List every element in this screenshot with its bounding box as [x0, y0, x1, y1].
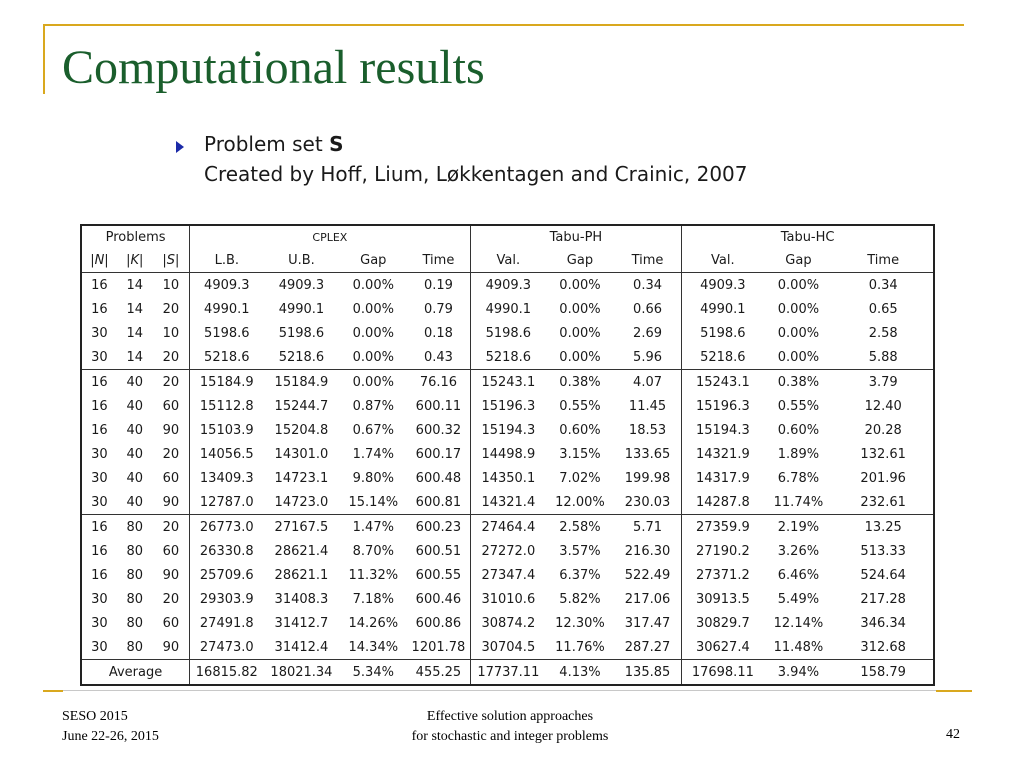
table-cell: 15243.1: [470, 370, 546, 395]
table-cell: 201.96: [860, 470, 906, 486]
table-cell: 12.40: [864, 398, 902, 414]
table-row: [81, 490, 934, 515]
table-cell: 15112.8: [190, 394, 264, 418]
table-cell: 232.61: [860, 494, 906, 510]
table-cell: 600.55: [415, 567, 462, 583]
table-cell: 7.18%: [352, 591, 394, 607]
table-cell: 16: [91, 543, 108, 559]
table-cell: 5.96: [633, 349, 662, 365]
table-cell: 90: [162, 422, 180, 438]
frame-left-line: [43, 24, 45, 94]
table-cell: 27464.4: [470, 515, 546, 540]
table-cell: 0.79: [423, 301, 453, 317]
table-cell: 20: [162, 591, 180, 607]
table-cell: 27347.4: [470, 563, 546, 587]
table-cell: 12.30%: [555, 615, 605, 631]
table-cell: 0.60%: [559, 422, 601, 438]
footer-center: [380, 707, 640, 747]
table-cell: 11.45: [628, 398, 667, 414]
column-header-10: Val.: [682, 249, 764, 273]
table-cell: 600.32: [415, 422, 462, 438]
table-cell: 0.65: [868, 301, 898, 317]
table-cell: 15184.9: [264, 370, 340, 395]
frame-bottom-left-accent: [43, 690, 63, 692]
frame-bottom-right-accent: [936, 690, 972, 692]
table-cell: 27190.2: [682, 539, 764, 563]
table-cell: 30: [91, 325, 108, 341]
table-cell: 27371.2: [682, 563, 764, 587]
table-cell: 30: [91, 591, 108, 607]
table-cell: 30627.4: [682, 635, 764, 660]
table-cell: 30704.5: [470, 635, 546, 660]
table-cell: 0.00%: [777, 349, 820, 365]
table-cell: 40: [126, 470, 144, 486]
table-cell: 80: [117, 515, 153, 540]
table-cell: 600.81: [415, 494, 462, 510]
table-cell: 0.00%: [559, 325, 601, 341]
bullet-line-1-bold: S: [329, 132, 344, 156]
table-cell: 1201.78: [411, 639, 466, 655]
table-cell: 14: [126, 349, 144, 365]
table-row: [81, 539, 934, 563]
table-cell: 15184.9: [190, 370, 264, 395]
bullet-line-1: [204, 132, 343, 156]
table-cell: 513.33: [860, 543, 906, 559]
table-cell: 31408.3: [274, 591, 329, 607]
table-cell: 6.46%: [777, 567, 820, 583]
table-cell: 0.00%: [339, 370, 407, 395]
table-cell: 0.00%: [777, 277, 820, 293]
average-cell: 5.34%: [339, 660, 407, 686]
table-cell: 13.25: [833, 515, 934, 540]
table-cell: 0.34: [868, 277, 898, 293]
table-cell: 60: [162, 398, 180, 414]
table-cell: 5.71: [614, 515, 682, 540]
bullet-line-2: Created by Hoff, Lium, Løkkentagen and Crainic, 2007: [204, 162, 748, 186]
results-table-container: [80, 224, 935, 686]
table-cell: 90: [162, 639, 180, 655]
table-column-header-row: [81, 249, 934, 273]
table-cell: 26330.8: [190, 539, 264, 563]
table-cell: 30829.7: [682, 611, 764, 635]
average-cell: 135.85: [614, 660, 682, 686]
table-cell: 14: [126, 301, 144, 317]
table-cell: 0.34: [633, 277, 662, 293]
table-cell: 0.67%: [352, 422, 394, 438]
column-header-12: Time: [833, 249, 934, 273]
table-cell: 0.66: [633, 301, 662, 317]
average-cell: 16815.82: [190, 660, 264, 686]
table-cell: 15243.1: [682, 370, 764, 395]
table-row: [81, 418, 934, 442]
table-row: [81, 563, 934, 587]
table-group-header-row: [81, 225, 934, 249]
table-cell: 28621.4: [274, 543, 329, 559]
results-table: [80, 224, 935, 686]
average-row: [81, 660, 934, 686]
table-cell: 15196.3: [470, 394, 546, 418]
column-header-11: Gap: [764, 249, 834, 273]
table-cell: 16: [91, 277, 108, 293]
column-header-6: Time: [407, 249, 470, 273]
average-cell: 4.13%: [546, 660, 614, 686]
table-cell: 132.61: [860, 446, 906, 462]
table-cell: 14321.4: [470, 490, 546, 515]
table-cell: 40: [126, 446, 144, 462]
table-cell: 11.48%: [773, 639, 824, 655]
table-row: [81, 297, 934, 321]
table-cell: 9.80%: [352, 470, 394, 486]
table-cell: 600.46: [415, 591, 462, 607]
table-row: [81, 370, 934, 395]
table-cell: 28621.1: [274, 567, 329, 583]
table-cell: 0.38%: [546, 370, 614, 395]
table-cell: 1.89%: [777, 446, 820, 462]
table-cell: 40: [126, 398, 144, 414]
bullet-line-1-prefix: Problem set: [204, 132, 330, 156]
table-cell: 2.19%: [764, 515, 834, 540]
table-cell: 0.00%: [777, 325, 820, 341]
footer-title-line-1: Effective solution approaches: [426, 709, 594, 724]
table-cell: 27272.0: [470, 539, 546, 563]
table-cell: 12787.0: [190, 490, 264, 515]
table-cell: 60: [162, 470, 180, 486]
table-cell: 30: [91, 470, 108, 486]
table-cell: 0.18: [423, 325, 453, 341]
table-cell: 30: [91, 615, 108, 631]
table-cell: 40: [126, 494, 144, 510]
table-cell: 14350.1: [470, 466, 546, 490]
table-cell: 4909.3: [470, 273, 546, 298]
table-cell: 30874.2: [470, 611, 546, 635]
footer-title-line-2: for stochastic and integer problems: [411, 729, 609, 744]
table-cell: 14321.9: [682, 442, 764, 466]
table-row: [81, 515, 934, 540]
table-cell: 5198.6: [278, 325, 325, 341]
table-row: [81, 394, 934, 418]
table-row: [81, 466, 934, 490]
table-cell: 600.86: [415, 615, 462, 631]
table-cell: 0.87%: [352, 398, 394, 414]
table-row: [81, 273, 934, 298]
table-cell: 217.28: [860, 591, 906, 607]
table-cell: 4.07: [614, 370, 682, 395]
table-cell: 133.65: [624, 446, 671, 462]
table-row: [81, 611, 934, 635]
footer-left: [62, 707, 159, 747]
average-cell: 17737.11: [470, 660, 546, 686]
table-cell: 60: [162, 615, 180, 631]
table-cell: 14723.0: [274, 494, 329, 510]
table-cell: 10: [162, 277, 180, 293]
table-cell: 20: [162, 301, 180, 317]
table-cell: 80: [126, 543, 144, 559]
table-cell: 8.70%: [352, 543, 394, 559]
table-cell: 27359.9: [682, 515, 764, 540]
table-cell: 40: [126, 422, 144, 438]
table-cell: 15194.3: [682, 418, 764, 442]
table-cell: 5.49%: [777, 591, 820, 607]
table-cell: 287.27: [624, 639, 671, 655]
column-header-3: L.B.: [190, 249, 264, 273]
table-cell: 0.00%: [352, 325, 394, 341]
table-cell: 80: [126, 591, 144, 607]
table-cell: 30: [91, 639, 108, 655]
table-cell: 3.79: [833, 370, 934, 395]
group-header-tabu-hc: Tabu-HC: [682, 225, 934, 249]
table-cell: 346.34: [860, 615, 906, 631]
average-cell: 17698.11: [682, 660, 764, 686]
table-cell: 4909.3: [278, 277, 325, 293]
table-cell: 14317.9: [682, 466, 764, 490]
table-cell: 20: [162, 446, 180, 462]
table-cell: 30: [91, 494, 108, 510]
table-cell: 0.00%: [559, 277, 601, 293]
table-cell: 14056.5: [190, 442, 264, 466]
slide-title: Computational results: [62, 41, 485, 94]
table-cell: 16: [81, 370, 117, 395]
table-cell: 31010.6: [470, 587, 546, 611]
table-cell: 217.06: [624, 591, 671, 607]
table-cell: 25709.6: [190, 563, 264, 587]
table-cell: 600.48: [415, 470, 462, 486]
table-cell: 600.51: [415, 543, 462, 559]
table-cell: 0.60%: [777, 422, 820, 438]
table-cell: 600.17: [415, 446, 462, 462]
table-cell: 31412.7: [274, 615, 329, 631]
table-cell: 5218.6: [190, 345, 264, 370]
table-cell: 15103.9: [190, 418, 264, 442]
frame-bottom-line: [63, 690, 936, 691]
table-cell: 27473.0: [190, 635, 264, 660]
table-cell: 6.78%: [777, 470, 820, 486]
table-cell: 18.53: [628, 422, 667, 438]
average-label: Average: [81, 660, 190, 686]
table-row: [81, 587, 934, 611]
table-cell: 0.00%: [777, 301, 820, 317]
table-cell: 5198.6: [682, 321, 764, 345]
group-header-problems: Problems: [105, 230, 166, 245]
table-cell: 2.58%: [546, 515, 614, 540]
table-cell: 76.16: [407, 370, 470, 395]
table-cell: 0.00%: [559, 349, 601, 365]
table-cell: 4990.1: [278, 301, 325, 317]
table-row: [81, 635, 934, 660]
table-cell: 14498.9: [470, 442, 546, 466]
table-cell: 0.43: [423, 349, 453, 365]
triangle-bullet-icon: [176, 141, 184, 153]
table-cell: 199.98: [624, 470, 671, 486]
table-cell: 14723.1: [274, 470, 329, 486]
table-cell: 13409.3: [190, 466, 264, 490]
table-cell: 14.34%: [348, 639, 399, 655]
table-cell: 5198.6: [470, 321, 546, 345]
column-header-0: |N|: [81, 249, 117, 273]
table-cell: 15194.3: [470, 418, 546, 442]
table-cell: 16: [91, 422, 108, 438]
table-cell: 11.74%: [773, 494, 824, 510]
table-cell: 20: [153, 370, 190, 395]
table-cell: 14: [126, 325, 144, 341]
table-cell: 3.57%: [559, 543, 601, 559]
column-header-7: Val.: [470, 249, 546, 273]
table-cell: 0.38%: [764, 370, 834, 395]
table-cell: 80: [126, 567, 144, 583]
table-cell: 0.00%: [352, 349, 394, 365]
table-cell: 40: [117, 370, 153, 395]
table-cell: 3.26%: [777, 543, 820, 559]
table-cell: 600.11: [415, 398, 462, 414]
column-header-2: |S|: [153, 249, 190, 273]
table-cell: 0.55%: [777, 398, 820, 414]
table-cell: 15244.7: [274, 398, 329, 414]
table-cell: 5218.6: [278, 349, 325, 365]
table-cell: 3.15%: [559, 446, 601, 462]
table-cell: 26773.0: [190, 515, 264, 540]
table-cell: 11.76%: [555, 639, 605, 655]
table-cell: 20: [153, 515, 190, 540]
table-cell: 80: [126, 639, 144, 655]
average-cell: 455.25: [407, 660, 470, 686]
frame-top-line: [43, 24, 964, 26]
table-cell: 15196.3: [682, 394, 764, 418]
table-cell: 10: [162, 325, 180, 341]
table-cell: 522.49: [624, 567, 671, 583]
table-cell: 4990.1: [190, 297, 264, 321]
average-cell: 3.94%: [764, 660, 834, 686]
footer-date: June 22-26, 2015: [62, 729, 159, 744]
group-header-tabu-ph: Tabu-PH: [470, 225, 682, 249]
table-cell: 90: [162, 494, 180, 510]
group-header-cplex: CPLEX: [190, 225, 471, 249]
table-cell: 30: [91, 349, 108, 365]
table-cell: 0.19: [423, 277, 453, 293]
table-cell: 30: [91, 446, 108, 462]
table-cell: 11.32%: [348, 567, 399, 583]
table-cell: 524.64: [860, 567, 906, 583]
table-row: [81, 442, 934, 466]
table-cell: 5218.6: [470, 345, 546, 370]
table-cell: 30913.5: [682, 587, 764, 611]
table-cell: 6.37%: [559, 567, 601, 583]
column-header-4: U.B.: [264, 249, 340, 273]
table-cell: 60: [162, 543, 180, 559]
table-cell: 20.28: [864, 422, 902, 438]
table-cell: 230.03: [624, 494, 671, 510]
average-cell: 158.79: [833, 660, 934, 686]
table-cell: 27167.5: [264, 515, 340, 540]
average-cell: 18021.34: [264, 660, 340, 686]
table-cell: 16: [91, 301, 108, 317]
table-cell: 2.69: [633, 325, 662, 341]
footer-conference: SESO 2015: [62, 709, 128, 724]
table-cell: 4909.3: [190, 273, 264, 298]
table-cell: 14301.0: [274, 446, 329, 462]
table-cell: 14: [126, 277, 144, 293]
table-cell: 12.14%: [773, 615, 824, 631]
table-cell: 29303.9: [190, 587, 264, 611]
table-cell: 4990.1: [470, 297, 546, 321]
column-header-5: Gap: [339, 249, 407, 273]
table-cell: 27491.8: [190, 611, 264, 635]
table-cell: 16: [81, 515, 117, 540]
table-cell: 312.68: [860, 639, 906, 655]
table-cell: 0.00%: [352, 301, 394, 317]
column-header-8: Gap: [546, 249, 614, 273]
table-cell: 12.00%: [555, 494, 605, 510]
table-cell: 15.14%: [348, 494, 399, 510]
table-cell: 5218.6: [682, 345, 764, 370]
table-cell: 80: [126, 615, 144, 631]
table-cell: 0.00%: [559, 301, 601, 317]
table-cell: 90: [162, 567, 180, 583]
table-cell: 20: [162, 349, 180, 365]
table-cell: 5.88: [868, 349, 898, 365]
table-cell: 16: [91, 398, 108, 414]
table-cell: 5.82%: [559, 591, 601, 607]
table-row: [81, 345, 934, 370]
table-cell: 216.30: [624, 543, 671, 559]
table-cell: 5198.6: [190, 321, 264, 345]
table-cell: 4990.1: [682, 297, 764, 321]
table-cell: 16: [91, 567, 108, 583]
table-cell: 4909.3: [682, 273, 764, 298]
table-row: [81, 321, 934, 345]
table-cell: 0.55%: [559, 398, 601, 414]
page-number: 42: [946, 727, 960, 742]
table-cell: 14.26%: [348, 615, 399, 631]
table-cell: 2.58: [868, 325, 898, 341]
table-cell: 31412.4: [274, 639, 329, 655]
table-cell: 600.23: [407, 515, 470, 540]
table-cell: 1.47%: [339, 515, 407, 540]
column-header-9: Time: [614, 249, 682, 273]
table-cell: 0.00%: [352, 277, 394, 293]
table-cell: 7.02%: [559, 470, 601, 486]
table-cell: 15204.8: [274, 422, 329, 438]
table-cell: 317.47: [624, 615, 671, 631]
table-cell: 14287.8: [682, 490, 764, 515]
table-cell: 1.74%: [352, 446, 394, 462]
column-header-1: |K|: [117, 249, 153, 273]
